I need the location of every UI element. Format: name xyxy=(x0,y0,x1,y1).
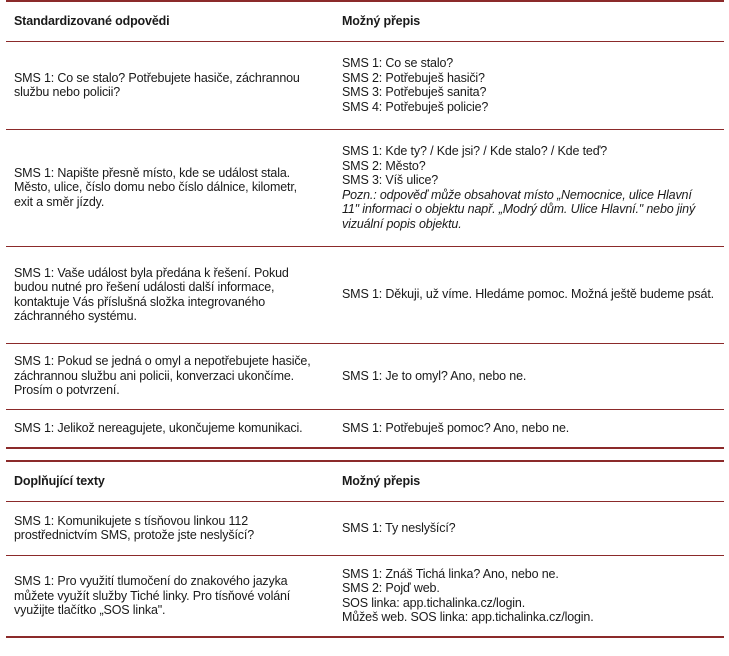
column-header: Doplňující texty xyxy=(6,461,334,501)
table-row xyxy=(6,409,724,448)
table-row xyxy=(6,41,724,129)
rewrite-cell: SMS 1: Ty neslyšící? xyxy=(334,501,724,555)
standard-response-cell: SMS 1: Napište přesně místo, kde se událost stala. Město, ulice, číslo domu nebo číslo dálnice, kilometr, exit a směr jízdy. xyxy=(6,129,334,246)
table-row xyxy=(6,501,724,555)
rewrite-cell: SMS 1: Co se stalo? SMS 2: Potřebuješ hasiči? SMS 3: Potřebuješ sanita? SMS 4: Potřebuješ policie? xyxy=(334,41,724,129)
rewrite-cell: SMS 1: Kde ty? / Kde jsi? / Kde stalo? / Kde teď? SMS 2: Město? SMS 3: Víš ulice? Pozn.: odpověď může obsahovat místo „Nemocnice, ulice Hlavní 11" informaci o objektu např. „Modrý dům. Ulice Hlavní." nebo jiný vizuální popis objektu. xyxy=(334,129,724,246)
standard-response-cell: SMS 1: Jelikož nereagujete, ukončujeme komunikaci. xyxy=(6,409,334,448)
table-row xyxy=(6,555,724,637)
rewrite-cell: SMS 1: Je to omyl? Ano, nebo ne. xyxy=(334,343,724,409)
column-header: Možný přepis xyxy=(334,461,724,501)
table-spacer xyxy=(6,449,724,460)
standard-response-cell: SMS 1: Pokud se jedná o omyl a nepotřebujete hasiče, záchrannou službu ani policii, konverzaci ukončíme. Prosím o potvrzení. xyxy=(6,343,334,409)
table-row xyxy=(6,343,724,409)
table-row xyxy=(6,246,724,343)
document-page xyxy=(6,0,724,638)
standard-responses-table xyxy=(6,0,724,449)
rewrite-cell: SMS 1: Potřebuješ pomoc? Ano, nebo ne. xyxy=(334,409,724,448)
supplementary-texts-table xyxy=(6,460,724,638)
standard-response-cell: SMS 1: Vaše událost byla předána k řešení. Pokud budou nutné pro řešení události další informace, kontaktuje Vás příslušná složka integrovaného záchranného systému. xyxy=(6,246,334,343)
column-header: Možný přepis xyxy=(334,1,724,41)
table-row xyxy=(6,129,724,246)
note-text: Pozn.: odpověď může obsahovat místo „Nemocnice, ulice Hlavní 11" informaci o objektu např. „Modrý dům. Ulice Hlavní." nebo jiný vizuální popis objektu. xyxy=(342,187,696,231)
column-header: Standardizované odpovědi xyxy=(6,1,334,41)
table-header-row xyxy=(6,461,724,501)
rewrite-cell: SMS 1: Znáš Tichá linka? Ano, nebo ne. SMS 2: Pojď web. SOS linka: app.tichalinka.cz/login. Můžeš web. SOS linka: app.tichalinka.cz/login. xyxy=(334,555,724,637)
table-header-row xyxy=(6,1,724,41)
rewrite-cell: SMS 1: Děkuji, už víme. Hledáme pomoc. Možná ještě budeme psát. xyxy=(334,246,724,343)
supplementary-text-cell: SMS 1: Pro využití tlumočení do znakového jazyka můžete využít služby Tiché linky. Pro tísňové volání využijte tlačítko „SOS linka". xyxy=(6,555,334,637)
standard-response-cell: SMS 1: Co se stalo? Potřebujete hasiče, záchrannou službu nebo policii? xyxy=(6,41,334,129)
supplementary-text-cell: SMS 1: Komunikujete s tísňovou linkou 112 prostřednictvím SMS, protože jste neslyšící? xyxy=(6,501,334,555)
